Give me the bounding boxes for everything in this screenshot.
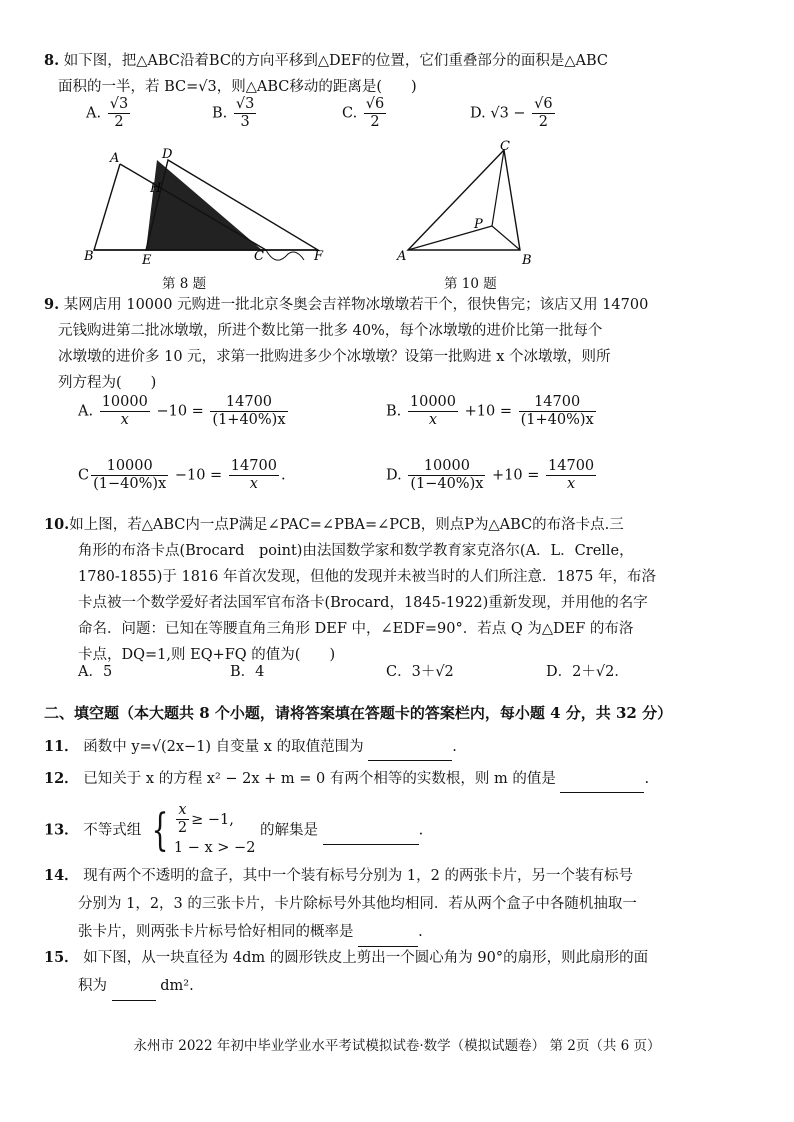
question-text-line: 元钱购进第二批冰墩墩，所进个数比第一批多 40%，每个冰墩墩的进价比第一批每个	[58, 323, 603, 339]
question-text-line: 如下图，从一块直径为 4dm 的圆形铁皮上剪出一个圆心角为 90°的扇形，则此扇形的面	[83, 950, 649, 966]
punctuation: .	[280, 467, 286, 484]
option-a	[86, 96, 132, 131]
question-13	[44, 802, 744, 859]
answer-blank	[112, 972, 156, 1001]
fraction	[519, 394, 596, 429]
question-text-line: 面积的一半，若 BC=√3，则△ABC移动的距离是( )	[58, 79, 417, 95]
operator: −10 =	[174, 467, 223, 484]
question-text-line: 1780-1855)于 1816 年首次发现，但他的发现并未被当时的人们所注意．1875 年，布洛	[78, 569, 656, 585]
overlap-shaded-region	[146, 160, 262, 250]
answer-blank	[368, 734, 452, 761]
question-number: 8.	[44, 52, 60, 69]
option-d	[386, 458, 598, 493]
figure-8	[80, 146, 340, 272]
mark-stroke	[266, 250, 304, 260]
operator: −10 =	[156, 403, 204, 420]
question-text-line: 张卡片，则两张卡片标号恰好相同的概率是	[78, 924, 354, 940]
question-text-line: 命名．问题：已知在等腰直角三角形 DEF 中，∠EDF=90°．若点 Q 为△DEF 的布洛	[78, 621, 634, 637]
option-label: B.	[386, 403, 402, 420]
fraction	[364, 96, 386, 131]
option-b	[386, 394, 598, 429]
denominator: 2	[114, 114, 124, 130]
denominator: (1−40%)x	[410, 476, 484, 492]
question-9	[44, 292, 744, 396]
option-c	[342, 96, 388, 131]
option-label: B.	[212, 105, 228, 122]
numerator: 14700	[519, 394, 596, 412]
numerator: √6	[365, 96, 385, 112]
question-11	[44, 734, 744, 761]
question-text-line: 列方程为( )	[58, 375, 157, 391]
question-10	[44, 512, 744, 668]
punctuation: .	[452, 739, 457, 755]
point-label-a: A	[110, 151, 120, 166]
fraction	[408, 458, 485, 493]
point-label-h: H	[150, 181, 162, 196]
fraction	[234, 96, 256, 131]
numerator: 10000	[101, 394, 148, 410]
question-text: 已知关于 x 的方程 x² − 2x + m = 0 有两个相等的实数根，则 m 的值是	[83, 771, 556, 787]
numerator: 14700	[210, 394, 287, 412]
page-footer: 永州市 2022 年初中毕业学业水平考试模拟试卷·数学（模拟试题卷） 第 2页（共 6 页）	[133, 1038, 661, 1054]
fraction	[100, 394, 150, 429]
punctuation: .	[418, 924, 423, 940]
question-number: 14．	[44, 867, 79, 884]
option-d	[470, 96, 557, 131]
option-a: A．5	[78, 664, 113, 680]
fraction	[408, 394, 458, 429]
numerator: 10000	[408, 458, 485, 476]
point-label-e: E	[142, 253, 152, 268]
option-d: D．2＋√2．	[546, 664, 629, 680]
answer-blank	[323, 818, 419, 845]
option-label: C.	[342, 105, 358, 122]
denominator: x	[428, 412, 438, 428]
option-label: C	[78, 467, 90, 484]
system-brace: {	[151, 804, 169, 856]
option-c: C．3＋√2	[386, 664, 454, 680]
fraction	[210, 394, 287, 429]
option-c	[78, 458, 286, 493]
denominator: (1+40%)x	[520, 412, 594, 428]
numerator: √3	[109, 96, 129, 112]
segment-pb	[492, 226, 520, 250]
option-prefix: √3 −	[490, 105, 526, 122]
numerator: √3	[235, 96, 255, 112]
denominator: 3	[240, 114, 250, 130]
denominator: x	[120, 412, 129, 428]
question-text-line: 积为	[78, 978, 107, 994]
inequality-system	[174, 802, 256, 859]
numerator: 14700	[230, 458, 277, 474]
question-number: 15．	[44, 949, 79, 966]
option-label: D.	[470, 105, 486, 122]
figure-10-caption: 第 10 题	[444, 276, 497, 292]
punctuation: .	[418, 822, 424, 839]
question-number: 10.	[44, 516, 70, 533]
point-label-b: B	[84, 249, 94, 264]
fraction	[532, 96, 554, 131]
question-text: 函数中 y=√(2x−1) 自变量 x 的取值范围为	[83, 739, 364, 755]
question-number: 13．	[44, 821, 79, 839]
numerator: √6	[534, 96, 553, 112]
point-label-f: F	[314, 249, 324, 264]
fraction	[229, 458, 279, 493]
numerator: x	[176, 802, 189, 820]
operator: +10 =	[464, 403, 512, 420]
question-number: 9.	[44, 296, 60, 313]
fraction	[91, 458, 168, 493]
option-b	[212, 96, 258, 131]
question-text-line: 卡点，DQ=1,则 EQ+FQ 的值为( )	[78, 647, 336, 663]
denominator: (1−40%)x	[93, 476, 167, 492]
numerator: 10000	[91, 458, 168, 476]
inequality-rest: ≥ −1,	[191, 811, 234, 828]
question-text-line: 角形的布洛卡点(Brocard point)由法国数学家和数学教育家克洛尔(A．L．Crelle，	[78, 543, 634, 559]
denominator: 2	[177, 820, 188, 836]
question-12	[44, 766, 744, 793]
option-label: A.	[86, 105, 102, 122]
question-text-line: 卡点被一个数学爱好者法国军官布洛卡(Brocard，1845-1922)重新发现，并用他的名字	[78, 595, 648, 611]
question-text: 的解集是	[260, 822, 319, 839]
unit: dm².	[160, 978, 194, 994]
denominator: x	[566, 476, 576, 492]
question-8	[44, 48, 744, 100]
point-label-d: D	[162, 147, 173, 162]
answer-blank	[560, 766, 644, 793]
point-label-b: B	[522, 253, 532, 268]
point-label-a: A	[397, 249, 407, 264]
option-b: B．4	[230, 664, 265, 680]
fraction	[176, 802, 189, 837]
question-text-line: 现有两个不透明的盒子，其中一个装有标号分别为 1，2 的两张卡片，另一个装有标号	[83, 868, 633, 884]
question-number: 11．	[44, 738, 79, 755]
question-text-line: 如下图，把△ABC沿着BC的方向平移到△DEF的位置，它们重叠部分的面积是△ABC	[63, 53, 608, 69]
figure-10	[394, 138, 544, 268]
fraction	[108, 96, 130, 131]
section-heading: 二、填空题（本大题共 8 个小题，请将答案填在答题卡的答案栏内，每小题 4 分，共 32 分）	[44, 704, 673, 722]
point-label-c: C	[254, 249, 264, 264]
point-label-c: C	[500, 139, 510, 154]
numerator: 10000	[409, 394, 457, 410]
question-text-line: 如上图，若△ABC内一点P满足∠PAC=∠PBA=∠PCB，则点P为△ABC的布洛卡点.三	[69, 517, 624, 533]
question-text-line: 分别为 1，2，3 的三张卡片，卡片除标号外其他均相同．若从两个盒子中各随机抽取一	[78, 896, 637, 912]
inequality-row-2: 1 − x > −2	[173, 840, 256, 856]
question-14	[44, 862, 744, 947]
option-label: D.	[386, 467, 402, 484]
numerator: 14700	[548, 458, 595, 474]
denominator: x	[249, 476, 258, 492]
operator: +10 =	[492, 467, 540, 484]
inequality-row-1	[174, 802, 234, 836]
option-a	[78, 394, 290, 429]
punctuation: .	[644, 771, 650, 787]
question-text-line: 某网店用 10000 元购进一批北京冬奥会吉祥物冰墩墩若干个，很快售完；该店又用 14700	[63, 297, 649, 313]
figure-8-caption: 第 8 题	[162, 276, 207, 292]
question-text: 不等式组	[83, 822, 142, 839]
option-label: A.	[78, 403, 94, 420]
question-15	[44, 944, 744, 1001]
question-text-line: 冰墩墩的进价多 10 元，求第一批购进多少个冰墩墩？设第一批购进 x 个冰墩墩，则所	[58, 349, 611, 365]
denominator: (1+40%)x	[212, 412, 286, 428]
fraction	[546, 458, 596, 493]
denominator: 2	[370, 114, 380, 130]
point-label-p: P	[474, 217, 483, 232]
question-number: 12．	[44, 770, 79, 787]
answer-blank	[358, 918, 418, 947]
denominator: 2	[538, 114, 549, 130]
